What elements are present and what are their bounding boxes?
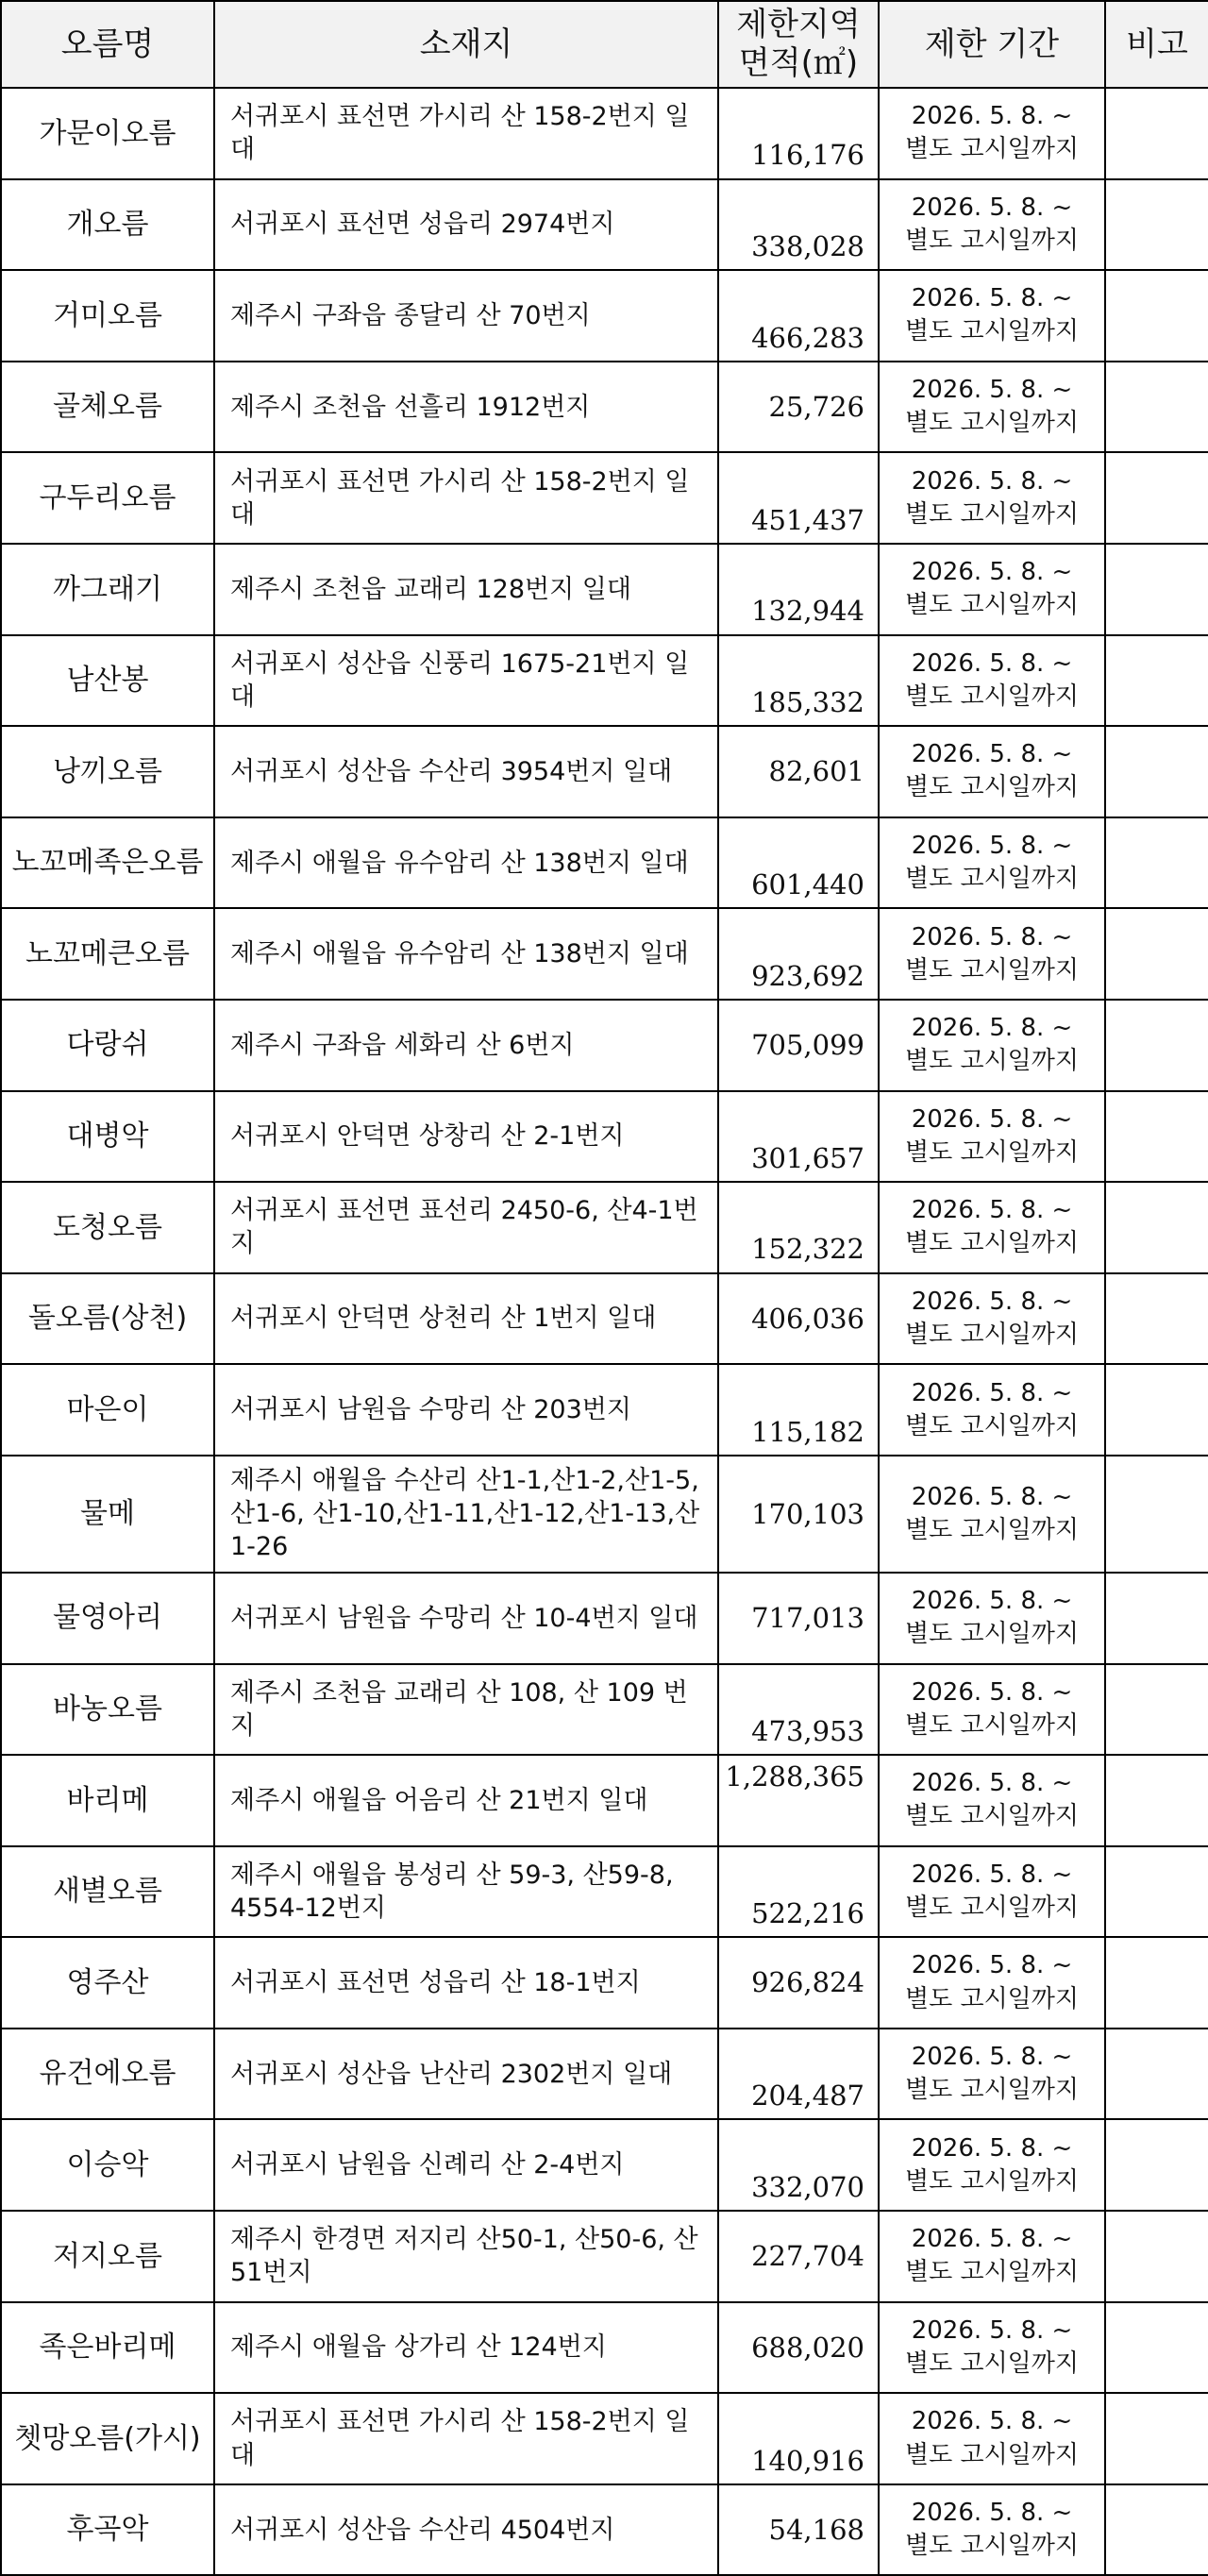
period-end: 별도 고시일까지 — [904, 1984, 1080, 2013]
table-row — [1, 1846, 1208, 1938]
cell-location: 서귀포시 성산읍 난산리 2302번지 일대 — [214, 2029, 718, 2120]
period-end: 별도 고시일까지 — [904, 865, 1080, 894]
period-end: 별도 고시일까지 — [904, 955, 1080, 985]
table-row — [1, 1091, 1208, 1183]
period-start: 2026. 5. 8. ~ — [911, 1104, 1073, 1134]
header-location: 소재지 — [214, 1, 718, 88]
cell-oreum-name: 물영아리 — [1, 1573, 214, 1664]
cell-area: 717,013 — [718, 1573, 879, 1664]
period-end: 별도 고시일까지 — [904, 499, 1080, 529]
header-area — [718, 1, 879, 88]
table-body — [1, 88, 1208, 2575]
table-row — [1, 1573, 1208, 1664]
cell-location: 제주시 애월읍 수산리 산1-1,산1-2,산1-5, 산1-6, 산1-10,산1-11,산1-12,산1-13,산1-26 — [214, 1456, 718, 1573]
cell-location: 서귀포시 성산읍 수산리 4504번지 — [214, 2484, 718, 2576]
header-name: 오름명 — [1, 1, 214, 88]
cell-note — [1105, 2484, 1208, 2576]
cell-area: 473,953 — [718, 1664, 879, 1756]
period-end: 별도 고시일까지 — [904, 2349, 1080, 2378]
cell-location: 서귀포시 표선면 성읍리 2974번지 — [214, 179, 718, 271]
cell-period — [879, 1000, 1105, 1091]
cell-oreum-name: 개오름 — [1, 179, 214, 271]
cell-oreum-name: 낭끼오름 — [1, 726, 214, 817]
cell-oreum-name: 거미오름 — [1, 270, 214, 362]
cell-oreum-name: 바농오름 — [1, 1664, 214, 1756]
period-end: 별도 고시일까지 — [904, 682, 1080, 711]
cell-oreum-name: 바리메 — [1, 1755, 214, 1846]
period-start: 2026. 5. 8. ~ — [911, 558, 1073, 587]
period-start: 2026. 5. 8. ~ — [911, 1951, 1073, 1980]
cell-oreum-name: 남산봉 — [1, 635, 214, 727]
cell-note — [1105, 1000, 1208, 1091]
cell-location: 제주시 애월읍 어음리 산 21번지 일대 — [214, 1755, 718, 1846]
table-row — [1, 2484, 1208, 2576]
period-end: 별도 고시일까지 — [904, 135, 1080, 164]
cell-period — [879, 2302, 1105, 2394]
cell-note — [1105, 1755, 1208, 1846]
period-end: 별도 고시일까지 — [904, 1893, 1080, 1922]
table-row — [1, 2211, 1208, 2302]
period-end: 별도 고시일까지 — [904, 1321, 1080, 1350]
table-row — [1, 1364, 1208, 1456]
period-end: 별도 고시일까지 — [904, 2166, 1080, 2196]
cell-location: 제주시 애월읍 유수암리 산 138번지 일대 — [214, 817, 718, 909]
cell-note — [1105, 1456, 1208, 1573]
cell-period — [879, 1182, 1105, 1273]
cell-note — [1105, 2302, 1208, 2394]
period-end: 별도 고시일까지 — [904, 2258, 1080, 2287]
cell-oreum-name: 저지오름 — [1, 2211, 214, 2302]
period-start: 2026. 5. 8. ~ — [911, 740, 1073, 769]
cell-area: 1,288,365 — [718, 1755, 879, 1846]
cell-note — [1105, 1273, 1208, 1365]
cell-oreum-name: 골체오름 — [1, 362, 214, 453]
cell-oreum-name: 영주산 — [1, 1937, 214, 2029]
period-end: 별도 고시일까지 — [904, 2440, 1080, 2469]
cell-oreum-name: 쳇망오름(가시) — [1, 2393, 214, 2484]
cell-period — [879, 2393, 1105, 2484]
cell-period — [879, 1846, 1105, 1938]
cell-note — [1105, 362, 1208, 453]
cell-location: 서귀포시 남원읍 수망리 산 203번지 — [214, 1364, 718, 1456]
cell-area: 116,176 — [718, 88, 879, 179]
cell-oreum-name: 가문이오름 — [1, 88, 214, 179]
cell-oreum-name: 노꼬메큰오름 — [1, 908, 214, 1000]
cell-area: 170,103 — [718, 1456, 879, 1573]
period-start: 2026. 5. 8. ~ — [911, 2225, 1073, 2254]
table-row — [1, 2119, 1208, 2211]
period-end: 별도 고시일까지 — [904, 1047, 1080, 1076]
cell-area: 227,704 — [718, 2211, 879, 2302]
cell-location: 서귀포시 표선면 가시리 산 158-2번지 일대 — [214, 88, 718, 179]
table-row — [1, 2029, 1208, 2120]
period-start: 2026. 5. 8. ~ — [911, 2043, 1073, 2072]
period-end: 별도 고시일까지 — [904, 226, 1080, 255]
table-row — [1, 1456, 1208, 1573]
period-end: 별도 고시일까지 — [904, 1411, 1080, 1440]
cell-note — [1105, 544, 1208, 635]
cell-oreum-name: 마은이 — [1, 1364, 214, 1456]
cell-period — [879, 1364, 1105, 1456]
cell-location: 서귀포시 성산읍 수산리 3954번지 일대 — [214, 726, 718, 817]
cell-period — [879, 2484, 1105, 2576]
cell-period — [879, 1755, 1105, 1846]
table-row — [1, 88, 1208, 179]
cell-location: 서귀포시 안덕면 상창리 산 2-1번지 — [214, 1091, 718, 1183]
period-start: 2026. 5. 8. ~ — [911, 2407, 1073, 2436]
table-row — [1, 2302, 1208, 2394]
cell-note — [1105, 179, 1208, 271]
period-start: 2026. 5. 8. ~ — [911, 2133, 1073, 2163]
cell-note — [1105, 1664, 1208, 1756]
period-end: 별도 고시일까지 — [904, 773, 1080, 802]
period-start: 2026. 5. 8. ~ — [911, 1196, 1073, 1225]
cell-note — [1105, 726, 1208, 817]
period-end: 별도 고시일까지 — [904, 1137, 1080, 1167]
cell-area: 152,322 — [718, 1182, 879, 1273]
table-row — [1, 1182, 1208, 1273]
cell-note — [1105, 2029, 1208, 2120]
cell-oreum-name: 물메 — [1, 1456, 214, 1573]
cell-note — [1105, 2119, 1208, 2211]
cell-location: 제주시 구좌읍 종달리 산 70번지 — [214, 270, 718, 362]
period-start: 2026. 5. 8. ~ — [911, 193, 1073, 222]
cell-location: 제주시 한경면 저지리 산50-1, 산50-6, 산51번지 — [214, 2211, 718, 2302]
period-start: 2026. 5. 8. ~ — [911, 922, 1073, 951]
table-row — [1, 635, 1208, 727]
cell-note — [1105, 452, 1208, 544]
cell-area: 115,182 — [718, 1364, 879, 1456]
cell-area: 601,440 — [718, 817, 879, 909]
table-row — [1, 1000, 1208, 1091]
period-start: 2026. 5. 8. ~ — [911, 1482, 1073, 1511]
cell-area: 923,692 — [718, 908, 879, 1000]
period-start: 2026. 5. 8. ~ — [911, 648, 1073, 678]
period-end: 별도 고시일까지 — [904, 1229, 1080, 1258]
table-row — [1, 544, 1208, 635]
cell-oreum-name: 도청오름 — [1, 1182, 214, 1273]
period-start: 2026. 5. 8. ~ — [911, 1860, 1073, 1889]
cell-location: 서귀포시 남원읍 신례리 산 2-4번지 — [214, 2119, 718, 2211]
cell-area: 185,332 — [718, 635, 879, 727]
cell-note — [1105, 1364, 1208, 1456]
cell-period — [879, 817, 1105, 909]
period-end: 별도 고시일까지 — [904, 1710, 1080, 1740]
cell-area: 140,916 — [718, 2393, 879, 2484]
table-row — [1, 270, 1208, 362]
cell-period — [879, 726, 1105, 817]
cell-area: 82,601 — [718, 726, 879, 817]
cell-location: 제주시 애월읍 상가리 산 124번지 — [214, 2302, 718, 2394]
period-start: 2026. 5. 8. ~ — [911, 2499, 1073, 2528]
cell-area: 522,216 — [718, 1846, 879, 1938]
cell-location: 제주시 조천읍 교래리 산 108, 산 109 번지 — [214, 1664, 718, 1756]
cell-oreum-name: 구두리오름 — [1, 452, 214, 544]
cell-area: 705,099 — [718, 1000, 879, 1091]
cell-location: 제주시 애월읍 봉성리 산 59-3, 산59-8, 4554-12번지 — [214, 1846, 718, 1938]
cell-period — [879, 1091, 1105, 1183]
period-start: 2026. 5. 8. ~ — [911, 831, 1073, 860]
cell-note — [1105, 1091, 1208, 1183]
cell-note — [1105, 1182, 1208, 1273]
cell-period — [879, 2211, 1105, 2302]
cell-note — [1105, 635, 1208, 727]
cell-oreum-name: 유건에오름 — [1, 2029, 214, 2120]
period-end: 별도 고시일까지 — [904, 1620, 1080, 1649]
cell-area: 54,168 — [718, 2484, 879, 2576]
cell-period — [879, 908, 1105, 1000]
cell-period — [879, 1273, 1105, 1365]
cell-area: 451,437 — [718, 452, 879, 544]
period-end: 별도 고시일까지 — [904, 409, 1080, 438]
period-start: 2026. 5. 8. ~ — [911, 2315, 1073, 2345]
cell-note — [1105, 1937, 1208, 2029]
cell-oreum-name: 까그래기 — [1, 544, 214, 635]
period-start: 2026. 5. 8. ~ — [911, 1677, 1073, 1707]
cell-area: 338,028 — [718, 179, 879, 271]
cell-period — [879, 2119, 1105, 2211]
table-row — [1, 726, 1208, 817]
cell-oreum-name: 대병악 — [1, 1091, 214, 1183]
cell-period — [879, 635, 1105, 727]
cell-area: 332,070 — [718, 2119, 879, 2211]
period-end: 별도 고시일까지 — [904, 1802, 1080, 1831]
cell-note — [1105, 88, 1208, 179]
cell-oreum-name: 족은바리메 — [1, 2302, 214, 2394]
cell-location: 제주시 애월읍 유수암리 산 138번지 일대 — [214, 908, 718, 1000]
header-note: 비고 — [1105, 1, 1208, 88]
cell-period — [879, 1937, 1105, 2029]
cell-area: 204,487 — [718, 2029, 879, 2120]
header-period: 제한 기간 — [879, 1, 1105, 88]
cell-area: 688,020 — [718, 2302, 879, 2394]
cell-oreum-name: 돌오름(상천) — [1, 1273, 214, 1365]
cell-area: 25,726 — [718, 362, 879, 453]
cell-area: 406,036 — [718, 1273, 879, 1365]
cell-note — [1105, 817, 1208, 909]
table-row — [1, 1273, 1208, 1365]
header-area-line1: 제한지역 — [736, 6, 861, 44]
cell-location: 서귀포시 성산읍 신풍리 1675-21번지 일대 — [214, 635, 718, 727]
cell-location: 제주시 구좌읍 세화리 산 6번지 — [214, 1000, 718, 1091]
table-row — [1, 1937, 1208, 2029]
table-row — [1, 1755, 1208, 1846]
period-end: 별도 고시일까지 — [904, 317, 1080, 346]
cell-note — [1105, 1846, 1208, 1938]
period-end: 별도 고시일까지 — [904, 591, 1080, 620]
cell-period — [879, 88, 1105, 179]
period-start: 2026. 5. 8. ~ — [911, 102, 1073, 131]
cell-area: 132,944 — [718, 544, 879, 635]
cell-period — [879, 452, 1105, 544]
cell-period — [879, 270, 1105, 362]
cell-location: 서귀포시 안덕면 상천리 산 1번지 일대 — [214, 1273, 718, 1365]
table-header-row — [1, 1, 1208, 88]
cell-area: 926,824 — [718, 1937, 879, 2029]
cell-location: 서귀포시 표선면 성읍리 산 18-1번지 — [214, 1937, 718, 2029]
cell-area: 466,283 — [718, 270, 879, 362]
period-start: 2026. 5. 8. ~ — [911, 1287, 1073, 1316]
period-start: 2026. 5. 8. ~ — [911, 1769, 1073, 1798]
period-start: 2026. 5. 8. ~ — [911, 1587, 1073, 1616]
cell-location: 서귀포시 남원읍 수망리 산 10-4번지 일대 — [214, 1573, 718, 1664]
cell-note — [1105, 270, 1208, 362]
cell-note — [1105, 2211, 1208, 2302]
cell-period — [879, 544, 1105, 635]
cell-oreum-name: 이승악 — [1, 2119, 214, 2211]
cell-period — [879, 362, 1105, 453]
cell-oreum-name: 노꼬메족은오름 — [1, 817, 214, 909]
cell-location: 서귀포시 표선면 가시리 산 158-2번지 일대 — [214, 452, 718, 544]
period-end: 별도 고시일까지 — [904, 2076, 1080, 2105]
cell-location: 제주시 조천읍 교래리 128번지 일대 — [214, 544, 718, 635]
cell-period — [879, 2029, 1105, 2120]
table-row — [1, 179, 1208, 271]
cell-period — [879, 179, 1105, 271]
table-row — [1, 1664, 1208, 1756]
period-start: 2026. 5. 8. ~ — [911, 284, 1073, 313]
period-start: 2026. 5. 8. ~ — [911, 1378, 1073, 1407]
cell-period — [879, 1573, 1105, 1664]
period-start: 2026. 5. 8. ~ — [911, 466, 1073, 496]
cell-note — [1105, 1573, 1208, 1664]
header-area-line2: 면적(㎡) — [738, 44, 859, 82]
table-row — [1, 908, 1208, 1000]
cell-oreum-name: 다랑쉬 — [1, 1000, 214, 1091]
cell-oreum-name: 후곡악 — [1, 2484, 214, 2576]
cell-period — [879, 1456, 1105, 1573]
cell-location: 서귀포시 표선면 표선리 2450-6, 산4-1번지 — [214, 1182, 718, 1273]
table-row — [1, 452, 1208, 544]
period-start: 2026. 5. 8. ~ — [911, 1014, 1073, 1043]
cell-location: 서귀포시 표선면 가시리 산 158-2번지 일대 — [214, 2393, 718, 2484]
table-row — [1, 2393, 1208, 2484]
period-end: 별도 고시일까지 — [904, 2532, 1080, 2561]
cell-location: 제주시 조천읍 선흘리 1912번지 — [214, 362, 718, 453]
cell-area: 301,657 — [718, 1091, 879, 1183]
table-row — [1, 817, 1208, 909]
period-start: 2026. 5. 8. ~ — [911, 375, 1073, 404]
cell-note — [1105, 2393, 1208, 2484]
cell-oreum-name: 새별오름 — [1, 1846, 214, 1938]
period-end: 별도 고시일까지 — [904, 1515, 1080, 1544]
table-row — [1, 362, 1208, 453]
cell-period — [879, 1664, 1105, 1756]
cell-note — [1105, 908, 1208, 1000]
